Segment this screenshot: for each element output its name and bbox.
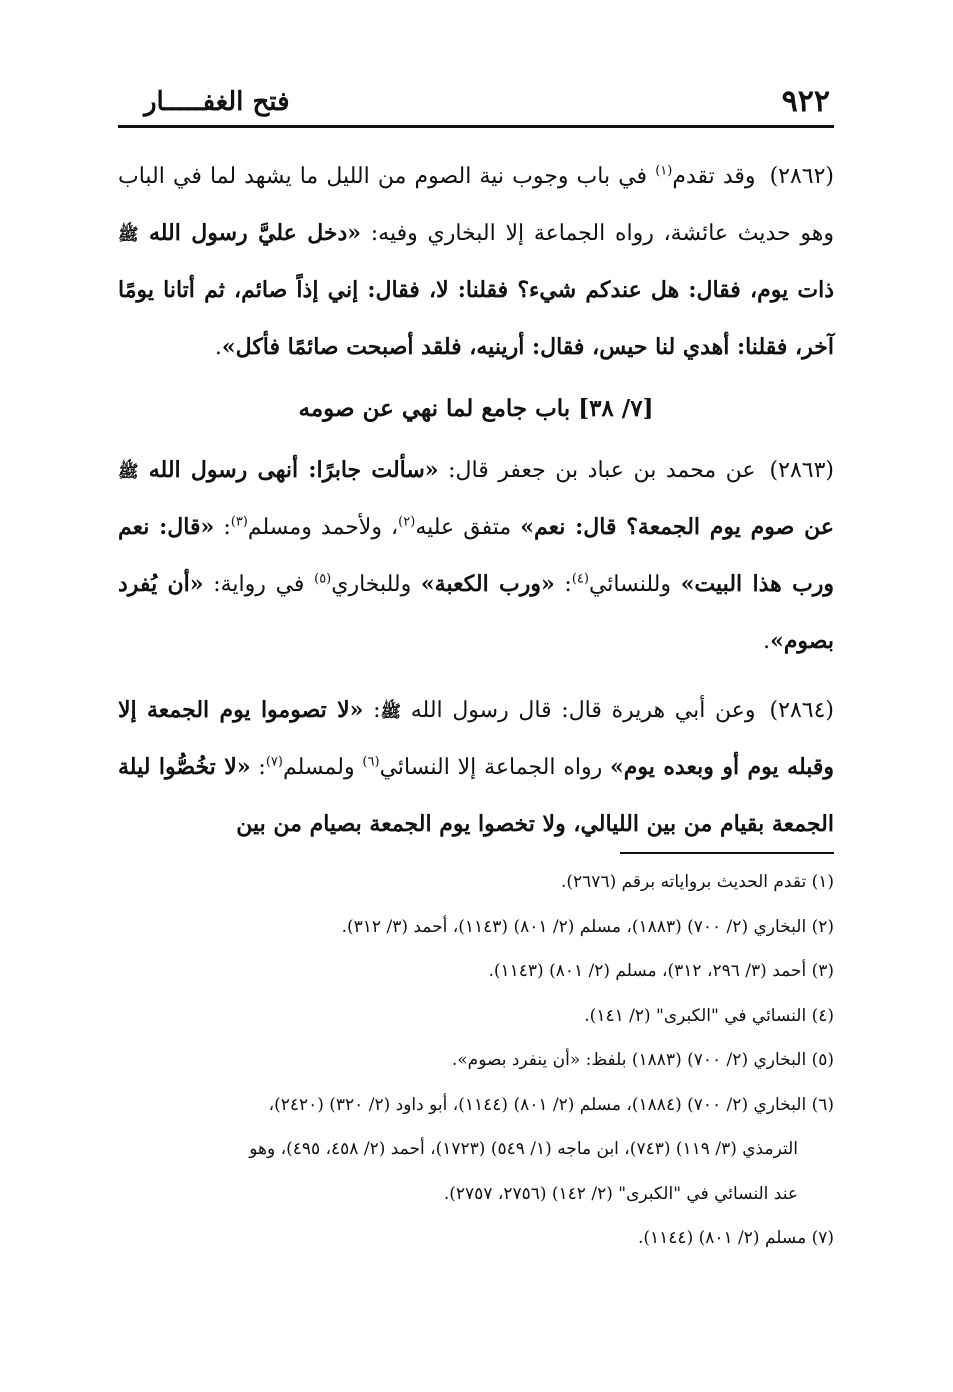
paragraph-text: ولمسلم [282,755,363,780]
hadith-number: (٢٨٦٢) [769,164,835,189]
paragraph-text: وقد تقدم [672,164,756,189]
hadith-number: (٢٨٦٤) [769,698,834,723]
paragraph-text: : [363,698,381,723]
paragraph-text: وعن أبي هريرة قال: قال رسول الله [401,698,756,723]
hadith-quote: «قال: نعم ورب هذا البيت» [118,514,835,597]
footnote-reference: (٣) [230,514,248,530]
book-title: فتح الغفـــــار [144,87,290,117]
header-rule [118,125,834,128]
footnote-reference: (٢) [398,514,416,530]
hadith-quote: «لا تصوموا يوم الجمعة إلا وقبله يوم أو وبعده يوم» [118,697,835,780]
hadith-quote: «أن يُفرد بصوم» [118,571,834,654]
paragraph-text: عن محمد بن عباد بن جعفر قال: [438,458,756,483]
main-text [118,148,834,853]
footnote-2: (٢) البخاري (٢/ ٧٠٠) (١٨٨٣)، مسلم (٢/ ٨٠١) (١١٤٣)، أحمد (٣/ ٣١٢). [341,916,834,937]
hadith-quote: عن صوم يوم الجمعة؟ قال: نعم» [520,514,834,540]
paragraph-end: . [763,629,771,654]
paragraph-text: متفق عليه [415,515,521,540]
hadith-quote: «ورب الكعبة» [420,571,555,597]
footnote-reference: (٧) [265,754,283,770]
paragraph-text: : [214,515,231,540]
paragraph-text: في باب وجوب نية الصوم من الليل ما يشهد لما في الباب وهو حديث عائشة، رواه الجماعة إلا البخاري وفيه: [118,164,834,246]
running-header [118,84,834,124]
footnote-4: (٤) النسائي في "الكبرى" (٢/ ١٤١). [584,1005,834,1026]
footnote-reference: (٥) [314,571,332,587]
footnote-6-continuation: الترمذي (٣/ ١١٩) (٧٤٣)، ابن ماجه (١/ ٥٤٩) (١٧٢٣)، أحمد (٢/ ٤٥٨، ٤٩٥)، وهو [249,1139,798,1159]
hadith-number: (٢٨٦٣) [769,458,834,483]
hadith-quote: «لا تخُصُّوا ليلة الجمعة بقيام من بين الليالي، ولا تخصوا يوم الجمعة بصيام من بين [118,754,834,837]
paragraph-spacer [118,670,834,682]
paragraph-text: وللنسائي [588,572,681,597]
hadith-paragraph-2864 [118,682,834,853]
paragraph-text: رواه الجماعة إلا النسائي [379,755,611,780]
paragraph-text: : [554,572,572,597]
footnote-6-continuation: عند النسائي في "الكبرى" (٢/ ١٤٢) (٢٧٥٦، ٢٧٥٧). [443,1183,798,1204]
paragraph-text: في رواية: [203,572,315,597]
hadith-paragraph-2862 [118,148,834,376]
book-page [118,0,834,1392]
footnote-3: (٣) أحمد (٣/ ٢٩٦، ٣١٢)، مسلم (٢/ ٨٠١) (١١٤٣). [488,961,834,981]
footnote-reference: (٦) [362,754,380,770]
hadith-quote: ذات يوم، فقال: هل عندكم شيء؟ فقلنا: لا، فقال: إني إذاً صائم، ثم أتانا يومًا آخر، فقلنا: أهدي لنا حيس، فقال: أرينيه، فلقد أصبحت صائمًا فأكل» [118,277,834,360]
salawat-glyph: ﷺ [380,702,402,722]
footnote-reference: (٤) [571,571,589,587]
footnote-reference: (١) [655,163,673,179]
hadith-quote: «سألت جابرًا: أنهى رسول الله [138,457,439,483]
footnote-separator [620,852,834,854]
footnote-1: (١) تقدم الحديث برواياته برقم (٢٦٧٦). [561,872,834,892]
footnote-5: (٥) البخاري (٢/ ٧٠٠) (١٨٨٣) بلفظ: «أن ينفرد بصوم». [451,1050,834,1070]
footnote-6: (٦) البخاري (٢/ ٧٠٠) (١٨٨٤)، مسلم (٢/ ٨٠١) (١١٤٤)، أبو داود (٢/ ٣٢٠) (٢٤٢٠)، [268,1094,834,1115]
paragraph-end: . [214,335,222,360]
salawat-glyph: ﷺ [118,225,139,245]
page-number: ٩٢٢ [781,84,830,119]
footnotes-block [118,860,834,1261]
hadith-quote: «دخل عليَّ رسول الله [138,220,362,246]
hadith-paragraph-2863 [118,442,834,670]
paragraph-text: وللبخاري [331,572,421,597]
paragraph-text: : [250,755,266,780]
footnote-7: (٧) مسلم (٢/ ٨٠١) (١١٤٤). [637,1228,834,1248]
chapter-heading: [٧/ ٣٨] باب جامع لما نهي عن صومه [298,395,654,422]
salawat-glyph: ﷺ [118,462,139,482]
paragraph-text: ، ولأحمد ومسلم [247,515,399,540]
